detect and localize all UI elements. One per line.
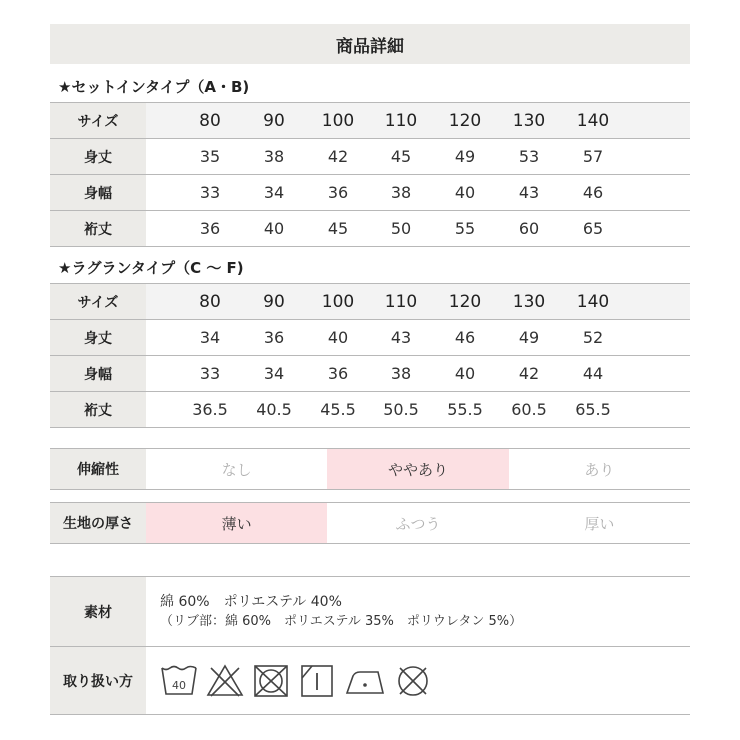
size-value-cell: 42 (518, 364, 540, 383)
size-value-cell: 50.5 (383, 400, 419, 419)
size-value-cell: 49 (454, 147, 476, 166)
size-value-cell: 50 (390, 219, 412, 238)
size-value-cell: 46 (582, 183, 604, 202)
row-label: 身幅 (50, 356, 146, 391)
size-value-cell: 52 (582, 328, 604, 347)
size-value-cell: 55.5 (447, 400, 483, 419)
rib-composition: （リブ部：綿 60% ポリエステル 35% ポリウレタン 5%） (160, 613, 523, 629)
width-row (50, 356, 690, 392)
width-row (50, 175, 690, 211)
material-care-table (50, 576, 690, 715)
size-value-cell: 110 (384, 291, 418, 312)
stretch-table (50, 448, 690, 490)
material-row (50, 577, 690, 647)
row-label: サイズ (50, 284, 146, 319)
sleeve-row (50, 392, 690, 428)
thickness-option: 厚い (584, 514, 615, 533)
page-title: 商品詳細 (50, 24, 690, 64)
size-value-cell: 40 (327, 328, 349, 347)
row-label: 身丈 (50, 139, 146, 174)
size-value-cell: 120 (448, 110, 482, 131)
size-value-cell: 38 (263, 147, 285, 166)
stretch-option: なし (221, 460, 252, 479)
size-value-cell: 80 (199, 291, 221, 312)
care-label: 取り扱い方 (50, 647, 146, 714)
size-value-cell: 38 (390, 183, 412, 202)
size-value-cell: 140 (576, 291, 610, 312)
size-value-cell: 40.5 (256, 400, 292, 419)
row-label: 身丈 (50, 320, 146, 355)
size-value-cell: 40 (454, 183, 476, 202)
size-value-cell: 80 (199, 110, 221, 131)
size-value-cell: 65.5 (575, 400, 611, 419)
size-value-cell: 120 (448, 291, 482, 312)
line-dry-shade-icon (298, 664, 336, 698)
stretch-option: あり (584, 460, 615, 479)
raglan-size-table (50, 283, 690, 428)
size-value-cell: 34 (199, 328, 221, 347)
size-value-cell: 36 (199, 219, 221, 238)
size-value-cell: 49 (518, 328, 540, 347)
wash-40-icon (160, 664, 198, 698)
wash-temp-text: 40 (172, 678, 186, 692)
size-value-cell: 36 (327, 183, 349, 202)
row-label: 裄丈 (50, 211, 146, 246)
setin-size-table (50, 102, 690, 247)
length-row (50, 139, 690, 175)
size-value-cell: 35 (199, 147, 221, 166)
no-bleach-icon (206, 664, 244, 698)
size-value-cell: 43 (518, 183, 540, 202)
raglan-heading: ★ラグランタイプ（C 〜 F) (58, 259, 244, 277)
size-value-cell: 60.5 (511, 400, 547, 419)
thickness-option: ふつう (395, 514, 441, 533)
size-value-cell: 43 (390, 328, 412, 347)
size-value-cell: 42 (327, 147, 349, 166)
size-value-cell: 36 (327, 364, 349, 383)
size-value-cell: 40 (454, 364, 476, 383)
size-value-cell: 53 (518, 147, 540, 166)
size-value-cell: 36 (263, 328, 285, 347)
size-value-cell: 45 (390, 147, 412, 166)
size-value-cell: 40 (263, 219, 285, 238)
length-row (50, 320, 690, 356)
row-label: 裄丈 (50, 392, 146, 427)
size-value-cell: 90 (263, 291, 285, 312)
size-value-cell: 110 (384, 110, 418, 131)
material-label: 素材 (50, 577, 146, 646)
row-label: サイズ (50, 103, 146, 138)
setin-heading: ★セットインタイプ（A・B) (58, 78, 250, 96)
no-tumble-dry-icon (252, 664, 290, 698)
size-value-cell: 45.5 (320, 400, 356, 419)
size-value-cell: 90 (263, 110, 285, 131)
size-value-cell: 45 (327, 219, 349, 238)
size-value-cell: 44 (582, 364, 604, 383)
size-value-cell: 100 (321, 110, 355, 131)
size-value-cell: 57 (582, 147, 604, 166)
size-value-cell: 140 (576, 110, 610, 131)
size-value-cell: 33 (199, 183, 221, 202)
thickness-option: 薄い (146, 503, 327, 543)
size-value-cell: 65 (582, 219, 604, 238)
size-value-cell: 100 (321, 291, 355, 312)
size-value-cell: 34 (263, 364, 285, 383)
size-value-cell: 55 (454, 219, 476, 238)
size-row (50, 284, 690, 320)
size-row (50, 103, 690, 139)
row-label: 身幅 (50, 175, 146, 210)
stretch-option: ややあり (327, 449, 508, 489)
sleeve-row (50, 211, 690, 247)
size-value-cell: 36.5 (192, 400, 228, 419)
material-composition: 綿 60% ポリエステル 40% (160, 593, 342, 610)
stretch-label: 伸縮性 (50, 449, 146, 489)
size-value-cell: 130 (512, 110, 546, 131)
thickness-table (50, 502, 690, 544)
size-value-cell: 34 (263, 183, 285, 202)
thickness-label: 生地の厚さ (50, 503, 146, 543)
size-value-cell: 60 (518, 219, 540, 238)
no-dry-clean-icon (394, 664, 432, 698)
size-value-cell: 130 (512, 291, 546, 312)
size-value-cell: 38 (390, 364, 412, 383)
care-row (50, 647, 690, 715)
size-value-cell: 33 (199, 364, 221, 383)
size-value-cell: 46 (454, 328, 476, 347)
iron-low-icon (344, 664, 386, 698)
